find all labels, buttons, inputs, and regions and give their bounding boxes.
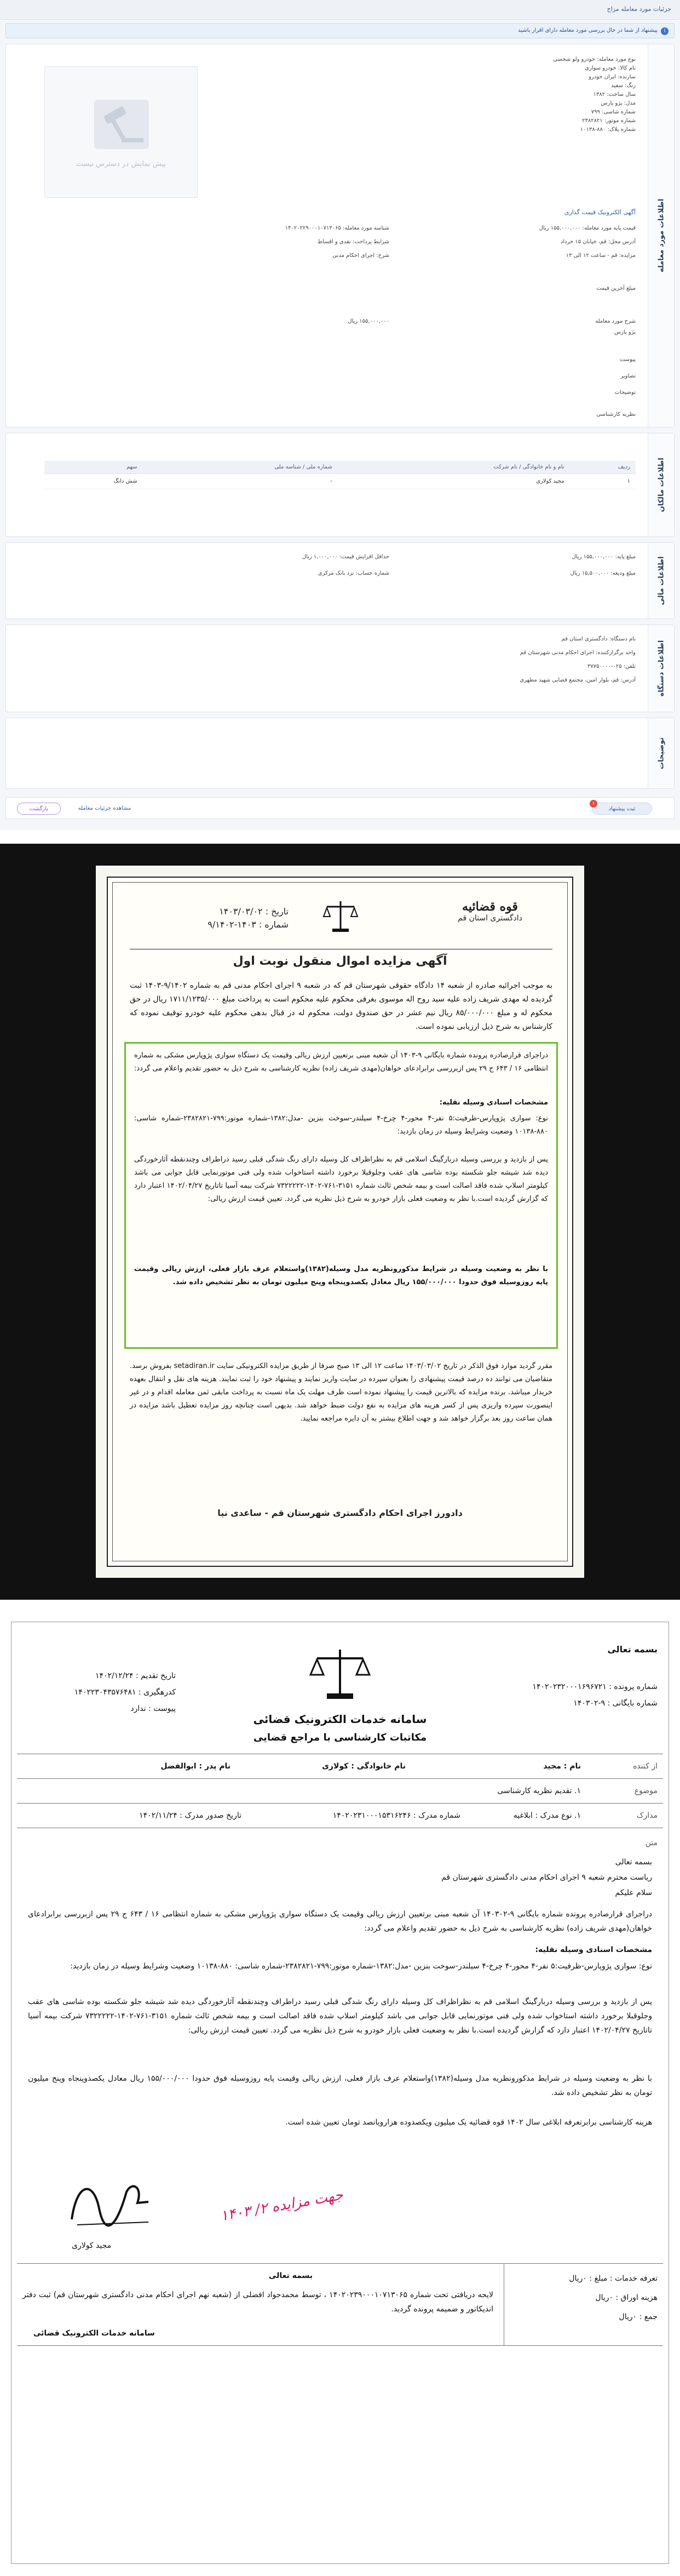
tracking-line [22, 1688, 176, 1697]
organization-title: اطلاعات دستگاه [657, 640, 665, 697]
ad-signature: دادورز اجرای احکام دادگستری شهرستان قم - ساعدی نیا [217, 1508, 463, 1518]
ad-date-line [168, 905, 289, 918]
archive-no: ۹-۱۴۰۳۰۲ [573, 1699, 606, 1708]
price-value: ۱۵۵,۰۰۰,۰۰۰ ریال [348, 318, 389, 324]
rule-3 [17, 1803, 663, 1804]
item-info-side [648, 44, 674, 427]
desc-label: شرح مورد معامله [595, 318, 636, 324]
fin-account: شماره حساب: نزد بانک مرکزی [318, 570, 389, 576]
org-name: نام دستگاه: دادگستری استان قم [561, 636, 636, 642]
docs-value: ۱. نوع مدرک : ابلاغیه [513, 1811, 581, 1820]
organization-card [5, 625, 675, 712]
signature-image [55, 2170, 165, 2236]
ad-date-label: تاریخ : [265, 906, 289, 917]
ad-date: ۱۴۰۳/۰۳/۰۲ [219, 906, 263, 917]
ad-number-line [168, 918, 289, 931]
text-label: متن [645, 1839, 658, 1847]
photos-label: تصاویر [620, 373, 636, 379]
receipt-signature: سامانه خدمات الکترونیک قضائی [33, 2329, 155, 2338]
notes-card [5, 718, 675, 789]
salutation-1: بسمه تعالی [615, 1858, 652, 1867]
report-para-1: دراجرای قرارصادره پرونده شماره بایگانی ۹-۱۴۰۳۰۲ آن شعبه مبنی برتعیین ارزش ریالی وقیمت یک دستگاه سواری پژوپارس مشکی به شماره انتظامی ۱۶ / ۶۴۳ ج ۲۹ پس ازبررسی برابرادعای خواهان(مهدی شریف زاده) نظریه کارشناسی به شرح ذیل به حضور تقدیم واعلام می گردد: [28, 1910, 652, 1933]
org-line-2: مکاتبات کارشناسی با مراجع قضایی [253, 1732, 427, 1743]
submit-date: ۱۴۰۲/۱۲/۲۴ [95, 1671, 134, 1680]
submit-label: ثبت پیشنهاد [608, 806, 636, 812]
box-para-1: دراجرای قرارصادره پرونده شماره بایگانی ۹-۱۴۰۳ آن شعبه مبنی برتعیین ارزش ریالی وقیمت یک دستگاه سواری پژوپارس مشکی به شماره انتظامی ۱۶ / ۶۴۳ ج ۲۹ پس ازبررسی برابرادعای خواهان(مهدی شریف زاده) نظریه کارشناسی به شرح ذیل به حضور تقدیم واعلام می گردد: [134, 1051, 549, 1073]
submit-date-label: تاریخ تقدیم : [135, 1671, 176, 1680]
fin-base: مبلغ پایه: ۱۵۵,۰۰۰,۰۰۰ ریال [572, 554, 636, 560]
view-details-button[interactable]: مشاهده جزئیات معامله [78, 805, 131, 811]
ad-number: ۱۴۰۳-۹/۱۴۰۲ [208, 919, 256, 930]
expert-report-document [0, 1605, 680, 2576]
col-row: ردیف [570, 461, 636, 474]
subject-value: ۱. تقدیم نظریه کارشناسی [497, 1787, 581, 1795]
cell-name: مجید کولاری [338, 474, 570, 489]
scales-emblem-icon [307, 1644, 373, 1704]
breadcrumb[interactable]: جزئیات مورد معامله مزاح [607, 5, 671, 13]
fee-paper: هزینه اوراق : ۰ریال [595, 2293, 658, 2302]
notes-side [648, 718, 674, 788]
item-info-card [5, 44, 675, 427]
subject-label: موضوع [634, 1787, 658, 1795]
rule-2 [17, 1778, 663, 1779]
report-page-title: بسمه تعالی [607, 1644, 658, 1655]
doc-no: ۱۴۰۲۰۲۳۱۰۰۰۱۵۳۱۶۲۴۶ [332, 1811, 411, 1820]
salutation-3: سلام علیکم [615, 1888, 652, 1897]
signer-name: مجید کولاری [72, 2241, 112, 2250]
author-first-name: نام : مجید [543, 1762, 581, 1771]
cell-national-id: - [143, 474, 338, 489]
portal-screenshot [0, 0, 680, 830]
ad-title: آگهی مزایده اموال منقول نوبت اول [233, 954, 447, 968]
org-line-1: سامانه خدمات الکترونیک قضائی [253, 1713, 427, 1726]
judiciary-sub: دادگستری استان قم [458, 914, 522, 923]
col-national-id: شماره ملی / شناسه ملی [143, 461, 338, 474]
archive-no-label: شماره بایگانی : [607, 1699, 658, 1708]
notes-label: توضیحات [614, 390, 636, 396]
ad-frame [107, 877, 573, 1567]
author-last-name: نام خانوادگی : کولاری [322, 1762, 406, 1771]
owners-side [648, 433, 674, 536]
notes-title: توضیحات [657, 737, 665, 770]
doc-no-label: شماره مدرک : [413, 1811, 460, 1820]
field-engine: شماره موتور: ۲۳۸۲۸۲۱ [582, 118, 636, 124]
judiciary-title: قوه قضائیه [462, 900, 518, 914]
org-address: آدرس: قم، بلوار امین، مجتمع قضایی شهید مطهری [520, 677, 636, 683]
attach-label: پیوست [619, 357, 636, 363]
attachment-line: پیوست : ندارد [130, 1704, 176, 1713]
box-para-3: پس از بازدید و بررسی وسیله دربارگینگ اسلامی قم به نظراظراف کل وسیله دارای رنگ شدگی قبلی رسید دراطراف وچندنقطه آثارخوردگی دیده شد شیشه جلو شکسته بوده شاسی های عقب وجلوقبلا برخورد داشته استاخواب شده ولی فنی موتورنمایی قابل جوابی می باشد کیلومتر اسلاپ شده فاقد اصالت است و بیمه شخص ثالث شماره ۳۱۵۱-۷۶۱-۱۴۰۲-۷۳۲۲۲۲۲ شرکت بیمه آسیا تاتاریخ ۱۴۰۲/۰۴/۲۷ اعتبار دارد که گزارش گردیده است.با نظر به وضعیت فعلی بازار خودرو به شرح ذیل نظریه می گردد. تعیین قیمت ارزش ریالی: [134, 1155, 549, 1203]
pair-row-1-left: شناسه مورد معامله: ۱۴۰۲۰۲۲۹۰۰۰۱۰۷۱۳۰۶۵ [285, 225, 389, 231]
case-no-label: شماره پرونده : [609, 1682, 658, 1691]
back-button[interactable]: بازگشت [17, 803, 61, 815]
fin-increment: حداقل افزایش قیمت: ۱,۰۰۰,۰۰۰ ریال [302, 554, 389, 560]
scales-emblem-icon [321, 897, 360, 935]
fin-deposit: مبلغ ودیعه: ۱۵,۵۰۰,۰۰۰ ریال [570, 570, 636, 576]
expert-ad-link[interactable]: آگهی الکترونیک قیمت گذاری [564, 209, 636, 216]
submit-offer-button[interactable] [592, 803, 652, 815]
owners-header-row [44, 461, 636, 474]
field-maker: سازنده: ایران خودرو [589, 74, 636, 80]
doc-date: ۱۴۰۲/۱۱/۲۴ [139, 1811, 177, 1820]
field-name: نام کالا: خودرو سواری [585, 65, 636, 71]
field-chassis: شماره شاسی: ۷۹۹ [591, 109, 636, 115]
docs-label: مدارک [636, 1811, 658, 1820]
report-frame [11, 1622, 669, 2564]
field-year: سال ساخت: ۱۳۸۲ [593, 91, 636, 98]
notification-badge: ۱ [590, 800, 597, 808]
box-para-4: با نظر به وضعیت وسیله در شرایط مذکورونظریه مدل وسیله(۱۳۸۲)واستعلام عرف بازار فعلی، ارزش ریالی وقیمت پایه روزوسیله فوق حدودا ۱۵۵/۰۰۰/۰۰۰ ریال معادل یکصدوپنجاه وپنج میلیون تومان به نظر تشخیص داده شد. [134, 1265, 548, 1286]
image-caption: پیش نمایش در دسترس نیست [76, 160, 166, 168]
doc-no-line [333, 1811, 460, 1820]
judiciary-header [441, 900, 539, 923]
receipt-title: بسمه تعالی [268, 2271, 313, 2280]
info-alert [5, 23, 675, 38]
field-model: مدل: پژو پارس [601, 100, 636, 106]
price-label: مبلغ آخرین قیمت [596, 285, 636, 291]
submit-date-line [22, 1671, 176, 1680]
financial-card [5, 542, 675, 619]
table-row [44, 474, 636, 489]
owners-table [44, 461, 636, 489]
salutation-2: ریاست محترم شعبه ۹ اجرای احکام مدنی دادگستری شهرستان قم [441, 1873, 652, 1882]
rule-5 [17, 2263, 663, 2264]
field-type: نوع مورد معامله: خودرو ولو شخصی [553, 56, 636, 62]
field-color: رنگ: سفید [611, 83, 636, 89]
financial-side [648, 543, 674, 619]
doc-date-line [139, 1811, 241, 1820]
scanned-auction-ad [0, 844, 680, 1600]
author-father: نام پدر : ابوالفضل [160, 1762, 230, 1771]
image-placeholder [44, 66, 198, 198]
item-info-title: اطلاعات مورد معامله [657, 198, 665, 273]
item-fields [553, 55, 636, 134]
org-phone: تلفن: ۰۲۵-۳۷۷۵۰۰۰۰ [587, 663, 636, 669]
fee-total: تعرفه خدمات : مبلغ : ۰ریال [569, 2274, 658, 2283]
owners-card [5, 433, 675, 537]
expert-label: نظریه کارشناسی [596, 411, 636, 417]
expert-opinion-box [124, 1042, 558, 1349]
info-icon: i [661, 27, 669, 35]
ad-number-label: شماره : [258, 919, 289, 930]
col-name: نام و نام خانوادگی / نام شرکت [338, 461, 570, 474]
fee-sum: جمع : ۰ریال [619, 2312, 658, 2321]
rule-6 [17, 2345, 663, 2346]
col-share: سهم [44, 461, 143, 474]
pair-row-1-right: قیمت پایه مورد معامله: ۱۵۵,۰۰۰,۰۰۰ ریال [539, 225, 636, 231]
cell-share: شش دانگ [44, 474, 143, 489]
report-para-5: هزینه کارشناسی برابرتعرفه ابلاغی سال ۱۴۰۲ قوه قضائیه یک میلیون ویکصدوده هزارویانصد تومان تعیین شده است. [285, 2118, 652, 2127]
ad-paper [96, 866, 584, 1578]
pair-row-2-right: آدرس محل: قم، خیابان ۱۵ خرداد [560, 239, 636, 245]
gavel-icon [89, 94, 154, 154]
archive-no-line [573, 1699, 658, 1708]
box-heading: مشخصات اسنادی وسیله نقلیه: [439, 1098, 548, 1107]
tracking-code: ۱۴۰۲۲۳۰۴۳۵۷۶۴۸۱ [74, 1688, 136, 1697]
pair-row-3-left: شرح: اجرای احکام مدنی [332, 253, 389, 259]
owners-title: اطلاعات مالکان [657, 457, 665, 512]
case-no: ۱۴۰۲۰۲۳۲۰۰۰۱۶۹۶۷۲۱ [532, 1682, 607, 1691]
tracking-label: کدرهگیری : [139, 1688, 176, 1697]
financial-title: اطلاعات مالی [657, 556, 665, 605]
ad-intro: به موجب اجرائیه صادره از شعبه ۱۴ دادگاه حقوقی شهرستان قم که در شعبه ۹ اجرای احکام مدنی قم به شماره ۹/۱۴۰۲-۱۴۰۳ ثبت گردیده له مهدی شریف زاده علیه سید روح اله موسوی بغرفی محکوم علیه محکوم است به پرداخت مبلغ ۱۷۱۱/۱۲۳۵/۰۰۰ ریال در حق محکوم له و مبلغ ۸۵/۰۰۰/۰۰۰ ریال نیم عشر در حق صندوق دولت، محکوم له در قبال بدهی محکوم علیه خودرو توقیف نموده که کارشناس به شرح ذیل ارزیابی نموده است. [130, 981, 552, 1031]
cell-row: ۱ [570, 474, 636, 489]
organization-side [648, 625, 674, 712]
ad-closing: مقرر گردید موارد فوق الذکر در تاریخ ۱۴۰۳/۰۳/۰۲ ساعت ۱۲ الی ۱۳ صبح صرفا از طریق مزایده الکترونیکی سایت setadiran.ir بفروش برسد. متقاضیان می توانند ده درصد قیمت پیشنهادی را بعنوان سپرده در سایت واریز نمایند و پیشنهاد خود را ثبت نمایند. هزینه های نقل و انتقال بعهده خریدار میباشد. برنده مزایده که بالاترین قیمت را پیشنهاد نموده است ظرف مهلت یک ماه نسبت به پرداخت مابقی ثمن معامله اقدام و در غیر اینصورت سپرده واریزی پس از کسر هزینه های مزایده به نفع دولت ضبط خواهد شد. بدیهی است چنانچه روز مزایده تعطیل باشد مزایده در همان ساعت روز بعد برگزار خواهد شد و جهت اطلاع بیشتر به آن دایره مراجعه نمایید. [130, 1362, 553, 1423]
box-para-2: نوع: سواری پژوپارس-ظرفیت:۵ نفر-۴ محور-۴ چرخ-۴ سیلندر-سوخت بنزین -مدل:۱۳۸۲-شماره موتور:۷۹۹-۲۳۸۲۸۲۱-شماره شاسی: ۸۸۰-۱۰۱۳۸ وضعیت وشرایط وسیله در زمان بازدید: [134, 1114, 548, 1136]
report-para-4: با نظر به وضعیت وسیله در شرایط مذکورونظریه مدل وسیله(۱۳۸۲)واستعلام عرف بازار فعلی، ارزش ریالی وقیمت پایه روزوسیله فوق حدودا ۱۵۵/۰۰۰/۰۰۰ ریال معادل یکصدوپنجاه وپنج میلیون تومان به نظر تشخیص داده شد. [28, 2074, 652, 2097]
case-no-line [532, 1682, 658, 1691]
handwritten-note: جهت مزایده ۲/ ۱۴۰۳ [219, 2186, 344, 2225]
desc-value: پژو پارس [614, 329, 636, 335]
author-label: از کننده [633, 1762, 658, 1771]
ad-meta [168, 905, 289, 931]
report-para-3: پس از بازدید و بررسی وسیله دربارگینگ اسلامی قم به نظراظراف کل وسیله دارای رنگ شدگی قبلی رسید دراطراف وچندنقطه آثارخوردگی دیده شد شیشه جلو شکسته بوده شاسی های عقب وجلوقبلا برخورد داشته استاخواب شده ولی فنی موتورنمایی قابل جوابی می باشد کیلومتر اسلاپ شده فاقد اصالت است و بیمه شخص ثالث شماره ۳۱۵۱-۷۶۱-۱۴۰۲-۷۳۲۲۲۲۲ شرکت بیمه آسیا تاتاریخ ۱۴۰۲/۰۴/۲۷ اعتبار دارد که گزارش گردیده است.با نظر به وضعیت فعلی بازار خودرو به شرح ذیل نظریه می گردد. تعیین قیمت ارزش ریالی: [28, 1997, 652, 2035]
report-heading: مشخصات اسنادی وسیله نقلیه: [535, 1945, 652, 1954]
top-bar [0, 0, 680, 20]
pair-row-3-right: مزایده: قم - ساعت ۱۲ الی ۱۳ [566, 253, 636, 259]
receipt-text: لایحه دریافتی تحت شماره ۱۴۰۲۰۲۳۹۰۰۰۱۰۷۱۳۰۶۵ ، توسط محمدجواد افضلی از (شعبه نهم اجرای احکام مدنی دادگستری شهرستان قم) ثبت دفتر اندیکاتور و ضمیمه پرونده گردید. [22, 2291, 493, 2314]
doc-date-label: تاریخ صدور مدرک : [180, 1811, 241, 1820]
report-para-2: نوع: سواری پژوپارس-ظرفیت:۵ نفر-۴ محور-۴ چرخ-۴ سیلندر-سوخت بنزین -مدل:۱۳۸۲-شماره موتور:۷۹۹-۲۳۸۲۸۲۱-شماره شاسی: ۸۸۰-۱۰۱۳۸ وضعیت وشرایط وسیله در زمان بازدید: [70, 1962, 652, 1971]
action-bar [5, 797, 675, 819]
field-plate: شماره پلاک: ۸۸۰-۱۰۱۳۸ [580, 127, 636, 133]
pair-row-2-left: شرایط پرداخت: نقدی و اقساط [317, 239, 389, 245]
alert-text: پیشنهاد از شما در حال بررسی مورد معامله دارای اقرار باشید [518, 27, 658, 33]
org-unit: واحد برگزارکننده: اجرای احکام مدنی شهرستان قم [520, 650, 636, 656]
